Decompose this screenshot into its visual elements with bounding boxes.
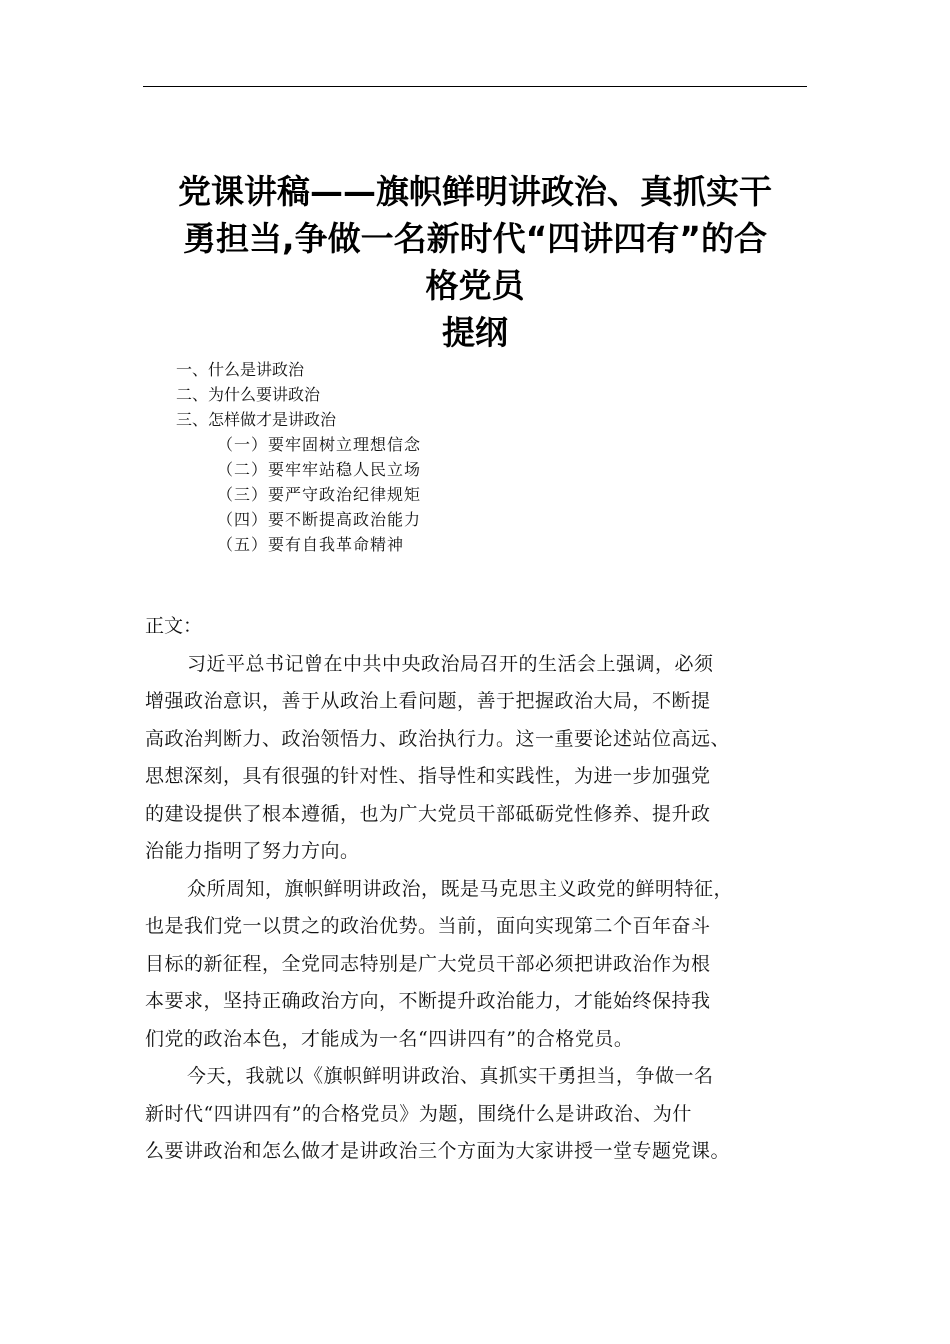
paragraph-line: 么要讲政治和怎么做才是讲政治三个方面为大家讲授一堂专题党课。 xyxy=(145,1140,731,1162)
outline-subsection-2: （二）要牢牢站稳人民立场 xyxy=(217,460,422,479)
outline-section-2: 二、为什么要讲政治 xyxy=(176,385,321,404)
paragraph-line: 今天，我就以《旗帜鲜明讲政治、真抓实干勇担当，争做一名 xyxy=(187,1065,714,1087)
paragraph-line: 众所周知，旗帜鲜明讲政治，既是马克思主义政党的鲜明特征， xyxy=(187,877,734,900)
body-text xyxy=(145,608,813,1171)
paragraph-line: 增强政治意识，善于从政治上看问题，善于把握政治大局，不断提 xyxy=(145,690,711,712)
header-rule xyxy=(143,86,807,87)
paragraph-line: 新时代“四讲四有”的合格党员》为题，围绕什么是讲政治、为什 xyxy=(145,1102,692,1125)
document-title-line-3: 格党员 xyxy=(425,266,525,305)
paragraph-line: 治能力指明了努力方向。 xyxy=(145,840,360,862)
paragraph-line: 习近平总书记曾在中共中央政治局召开的生活会上强调，必须 xyxy=(187,652,714,675)
outline-section-3: 三、怎样做才是讲政治 xyxy=(176,410,337,429)
paragraph-line: 高政治判断力、政治领悟力、政治执行力。这一重要论述站位高远、 xyxy=(145,727,731,750)
document-title-block xyxy=(130,168,820,356)
document-title-line-1: 党课讲稿——旗帜鲜明讲政治、真抓实干 xyxy=(178,172,772,211)
paragraph-line: 目标的新征程，全党同志特别是广大党员干部必须把讲政治作为根 xyxy=(145,952,711,975)
paragraph-line: 也是我们党一以贯之的政治优势。当前，面向实现第二个百年奋斗 xyxy=(145,915,711,937)
outline-subsection-1: （一）要牢固树立理想信念 xyxy=(217,435,422,454)
document-title-line-2: 勇担当,争做一名新时代“四讲四有”的合 xyxy=(183,219,767,258)
outline-subsection-5: （五）要有自我革命精神 xyxy=(217,535,405,554)
body-label: 正文： xyxy=(145,615,203,637)
outline-section-1: 一、什么是讲政治 xyxy=(176,360,305,379)
paragraph-line: 们党的政治本色，才能成为一名“四讲四有”的合格党员。 xyxy=(145,1027,634,1050)
paragraph-line: 本要求，坚持正确政治方向，不断提升政治能力，才能始终保持我 xyxy=(145,990,711,1012)
paragraph-3 xyxy=(145,1058,813,1171)
outline-list xyxy=(176,357,421,557)
paragraph-2 xyxy=(145,871,813,1059)
paragraph-line: 的建设提供了根本遵循，也为广大党员干部砥砺党性修养、提升政 xyxy=(145,802,711,825)
paragraph-1 xyxy=(145,646,813,871)
paragraph-line: 思想深刻，具有很强的针对性、指导性和实践性，为进一步加强党 xyxy=(145,765,711,787)
outline-subsection-4: （四）要不断提高政治能力 xyxy=(217,510,422,529)
outline-subsection-3: （三）要严守政治纪律规矩 xyxy=(217,485,422,504)
outline-heading: 提纲 xyxy=(442,313,508,352)
